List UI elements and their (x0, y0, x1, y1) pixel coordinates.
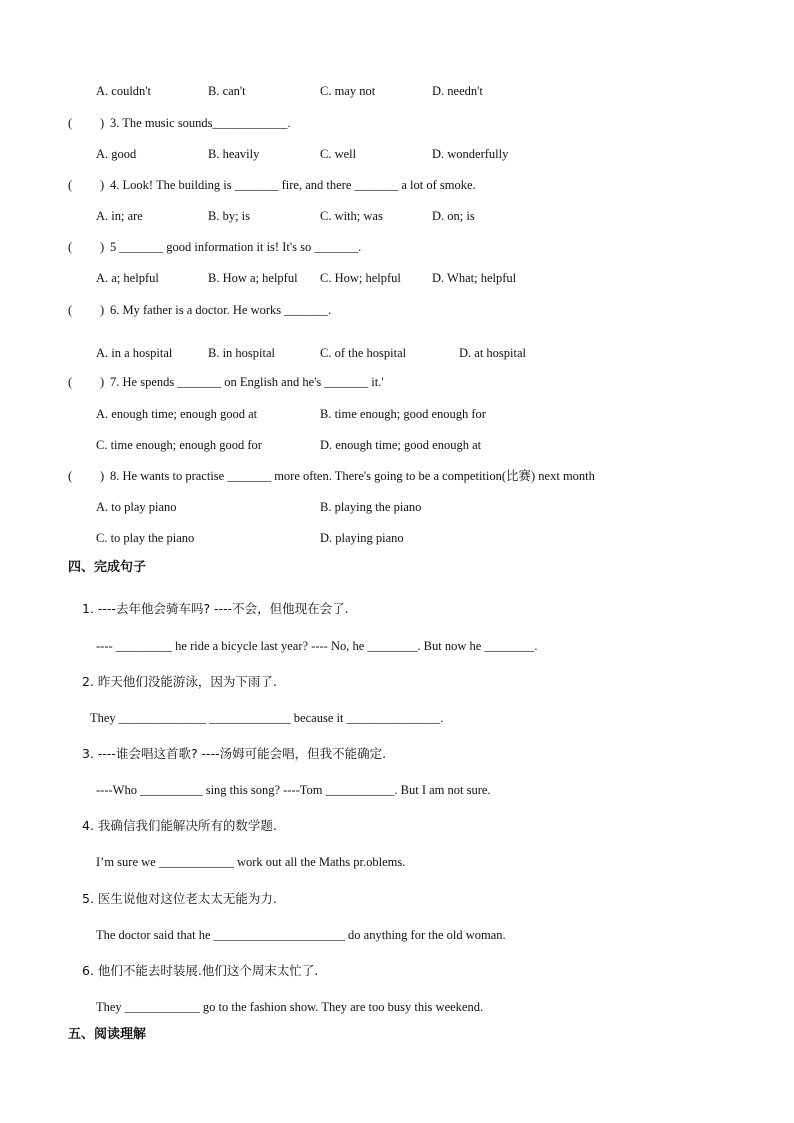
q5-option-d: D. What; helpful (432, 271, 517, 285)
answer-paren-close: ) (100, 178, 105, 192)
sentence-2-chinese: 2. 昨天他们没能游泳，因为下雨了. (82, 674, 277, 689)
q7-option-b: B. time enough; good enough for (320, 407, 486, 421)
sentence-2-english: They ______________ _____________ because it _______________. (90, 711, 444, 725)
q2-option-a: A. couldn't (96, 84, 152, 98)
question-7-text: 7. He spends _______ on English and he's _______ it.' (110, 375, 384, 389)
sentence-6-chinese: 6. 他们不能去时装展.他们这个周末太忙了. (82, 963, 319, 978)
question-6-text: 6. My father is a doctor. He works _______. (110, 303, 332, 317)
section-5-title: 五、阅读理解 (68, 1027, 147, 1042)
q6-option-b: B. in hospital (208, 346, 276, 360)
q2-option-c: C. may not (320, 84, 376, 98)
sentence-1-chinese: 1. ----去年他会骑车吗? ----不会，但他现在会了. (82, 601, 349, 616)
sentence-1-english: ---- _________ he ride a bicycle last year? ---- No, he ________. But now he ________. (96, 639, 538, 653)
q4-option-d: D. on; is (432, 209, 475, 223)
q8-option-b: B. playing the piano (320, 500, 422, 514)
question-8-text: 8. He wants to practise _______ more often. There's going to be a competition(比赛) next month (110, 469, 595, 483)
sentence-3-chinese: 3. ----谁会唱这首歌? ----汤姆可能会唱，但我不能确定. (82, 746, 387, 761)
q6-option-d: D. at hospital (459, 346, 527, 360)
sentence-4-english: I’m sure we ____________ work out all the Maths pr.oblems. (96, 855, 406, 869)
sentence-5-english: The doctor said that he _____________________ do anything for the old woman. (96, 928, 506, 942)
sentence-4-chinese: 4. 我确信我们能解决所有的数学题. (82, 818, 277, 833)
answer-paren-open: ( (68, 303, 73, 317)
q4-option-b: B. by; is (208, 209, 251, 223)
answer-paren-open: ( (68, 116, 73, 130)
q8-option-a: A. to play piano (96, 500, 177, 514)
answer-paren-open: ( (68, 178, 73, 192)
answer-paren-close: ) (100, 116, 105, 130)
answer-paren-open: ( (68, 469, 73, 483)
q5-option-a: A. a; helpful (96, 271, 159, 285)
section-4-title: 四、完成句子 (68, 560, 147, 575)
sentence-5-chinese: 5. 医生说他对这位老太太无能为力. (82, 891, 277, 906)
q2-option-d: D. needn't (432, 84, 483, 98)
q4-option-a: A. in; are (96, 209, 143, 223)
q3-option-c: C. well (320, 147, 357, 161)
q3-option-a: A. good (96, 147, 137, 161)
q6-option-c: C. of the hospital (320, 346, 407, 360)
question-5-text: 5 _______ good information it is! It's so _______. (110, 240, 362, 254)
q7-option-a: A. enough time; enough good at (96, 407, 258, 421)
sentence-6-english: They ____________ go to the fashion show. They are too busy this weekend. (96, 1000, 484, 1014)
q6-option-a: A. in a hospital (96, 346, 173, 360)
answer-paren-close: ) (100, 303, 105, 317)
q8-option-c: C. to play the piano (96, 531, 195, 545)
q5-option-c: C. How; helpful (320, 271, 401, 285)
sentence-3-english: ----Who __________ sing this song? ----Tom ___________. But I am not sure. (96, 783, 491, 797)
q7-option-d: D. enough time; good enough at (320, 438, 482, 452)
answer-paren-close: ) (100, 240, 105, 254)
q3-option-d: D. wonderfully (432, 147, 509, 161)
q5-option-b: B. How a; helpful (208, 271, 298, 285)
q8-option-d: D. playing piano (320, 531, 404, 545)
q3-option-b: B. heavily (208, 147, 260, 161)
answer-paren-open: ( (68, 375, 73, 389)
question-4-text: 4. Look! The building is _______ fire, and there _______ a lot of smoke. (110, 178, 476, 192)
answer-paren-close: ) (100, 375, 105, 389)
answer-paren-open: ( (68, 240, 73, 254)
q4-option-c: C. with; was (320, 209, 383, 223)
q7-option-c: C. time enough; enough good for (96, 438, 262, 452)
question-3-text: 3. The music sounds____________. (110, 116, 291, 130)
q2-option-b: B. can't (208, 84, 246, 98)
answer-paren-close: ) (100, 469, 105, 483)
